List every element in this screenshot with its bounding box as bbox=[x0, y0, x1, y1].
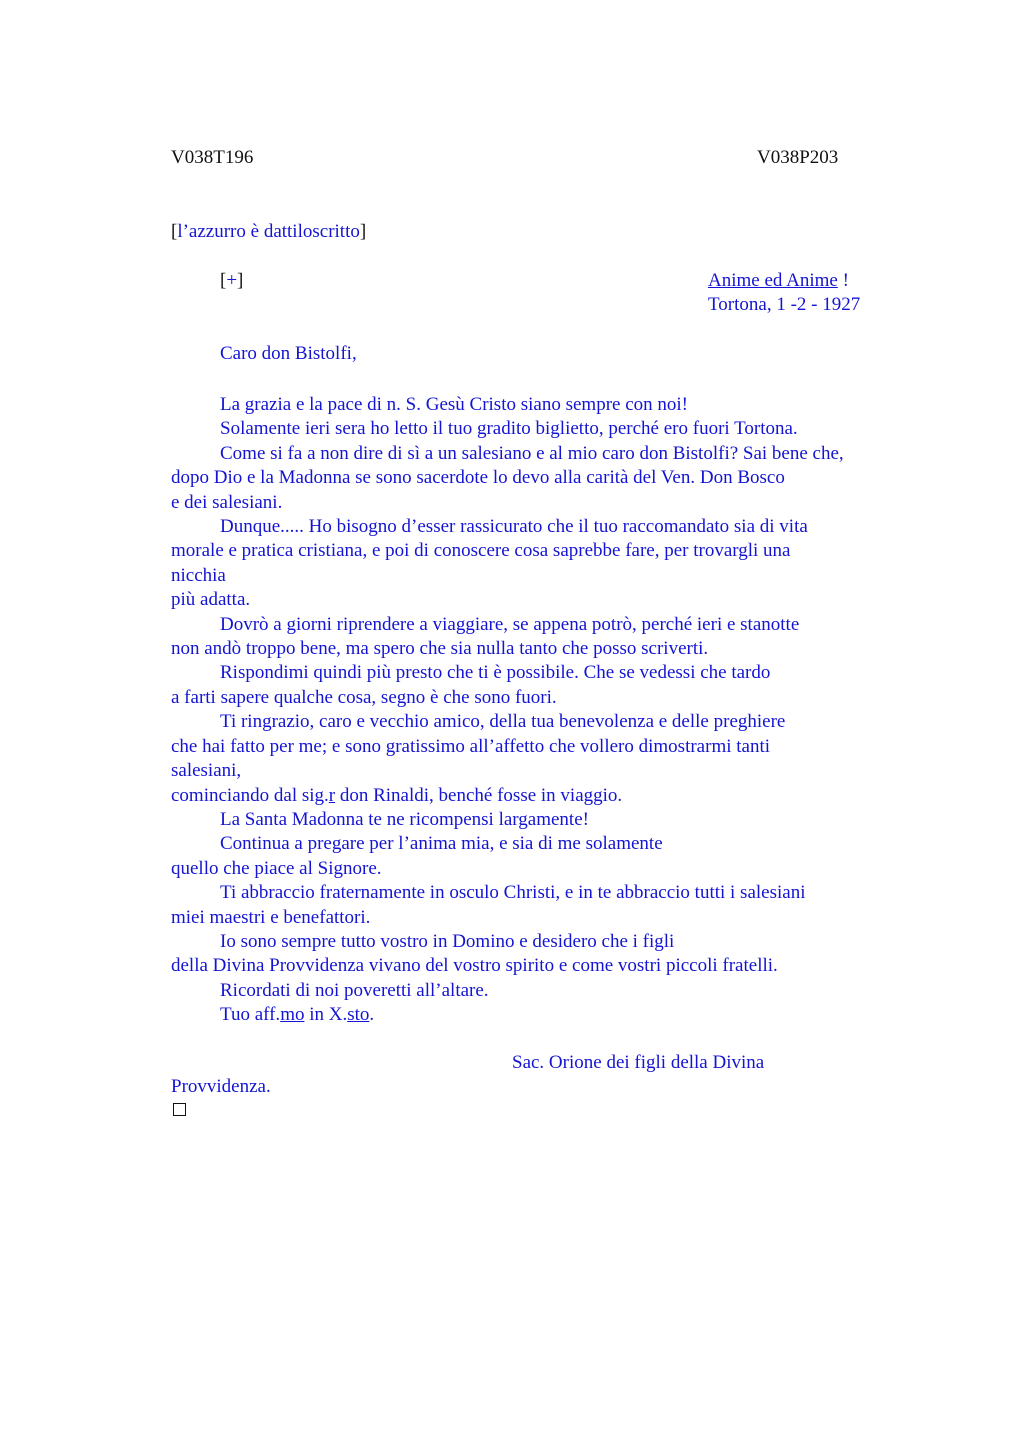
document-code-left: V038T196 bbox=[171, 147, 254, 168]
body-line: Ricordati di noi poveretti all’altare. bbox=[220, 979, 489, 1001]
body-line: Dunque..... Ho bisogno d’esser rassicurato che il tuo raccomandato sia di vita bbox=[220, 516, 808, 538]
body-line: che hai fatto per me; e sono gratissimo all’affetto che vollero dimostrarmi tanti bbox=[171, 735, 771, 757]
body-line: non andò troppo bene, ma spero che sia nulla tanto che posso scriverti. bbox=[171, 638, 709, 660]
salutation: Caro don Bistolfi, bbox=[220, 343, 357, 364]
body-line: più adatta. bbox=[171, 589, 251, 611]
body-line: morale e pratica cristiana, e poi di conoscere cosa saprebbe fare, per trovargli una bbox=[171, 540, 791, 562]
body-line: Come si fa a non dire di sì a un salesiano e al mio caro don Bistolfi? Sai bene che, bbox=[220, 442, 844, 464]
body-line: Ti abbraccio fraternamente in osculo Christi, e in te abbraccio tutti i salesiani bbox=[220, 882, 806, 904]
body-line: dopo Dio e la Madonna se sono sacerdote lo devo alla carità del Ven. Don Bosco bbox=[171, 467, 785, 489]
editorial-note-text: l’azzurro è dattiloscritto bbox=[177, 221, 360, 242]
body-line: miei maestri e benefattori. bbox=[171, 906, 371, 928]
body-line: Solamente ieri sera ho letto il tuo gradito biglietto, perché ero fuori Tortona. bbox=[220, 418, 798, 440]
letterhead-motto: Anime ed Anime ! bbox=[708, 270, 849, 291]
document-code-right: V038P203 bbox=[757, 147, 839, 168]
body-line: Rispondimi quindi più presto che ti è possibile. Che se vedessi che tardo bbox=[220, 662, 771, 684]
body-line: della Divina Provvidenza vivano del vostro spirito e come vostri piccoli fratelli. bbox=[171, 955, 778, 977]
body-line: Io sono sempre tutto vostro in Domino e desidero che i figli bbox=[220, 930, 675, 952]
editorial-note: [l’azzurro è dattiloscritto] bbox=[171, 221, 367, 242]
body-line: cominciando dal sig.r don Rinaldi, benché fosse in viaggio. bbox=[171, 784, 623, 806]
closing-line: Tuo aff.mo in X.sto. bbox=[220, 1004, 375, 1026]
cross-symbol: + bbox=[226, 270, 238, 291]
body-line: Ti ringrazio, caro e vecchio amico, della tua benevolenza e delle preghiere bbox=[220, 711, 786, 733]
body-line: La Santa Madonna te ne ricompensi largamente! bbox=[220, 808, 589, 830]
body-line: La grazia e la pace di n. S. Gesù Cristo siano sempre con noi! bbox=[220, 394, 688, 415]
body-line: a farti sapere qualche cosa, segno è che sono fuori. bbox=[171, 686, 557, 708]
motto-text: Anime ed Anime bbox=[708, 270, 838, 291]
cross-mark: [+] bbox=[220, 270, 244, 291]
body-line: Continua a pregare per l’anima mia, e sia di me solamente bbox=[220, 833, 663, 855]
letter-body bbox=[171, 393, 931, 1028]
end-box-icon bbox=[173, 1103, 186, 1116]
body-line: nicchia bbox=[171, 564, 226, 586]
place-date: Tortona, 1 -2 - 1927 bbox=[708, 294, 861, 315]
signature: Sac. Orione dei figli della Divina bbox=[512, 1052, 765, 1073]
body-line: quello che piace al Signore. bbox=[171, 857, 382, 879]
signature-continuation: Provvidenza. bbox=[171, 1076, 271, 1097]
body-line: salesiani, bbox=[171, 760, 242, 782]
body-line: e dei salesiani. bbox=[171, 491, 283, 513]
body-line: Dovrò a giorni riprendere a viaggiare, se appena potrò, perché ieri e stanotte bbox=[220, 613, 800, 635]
